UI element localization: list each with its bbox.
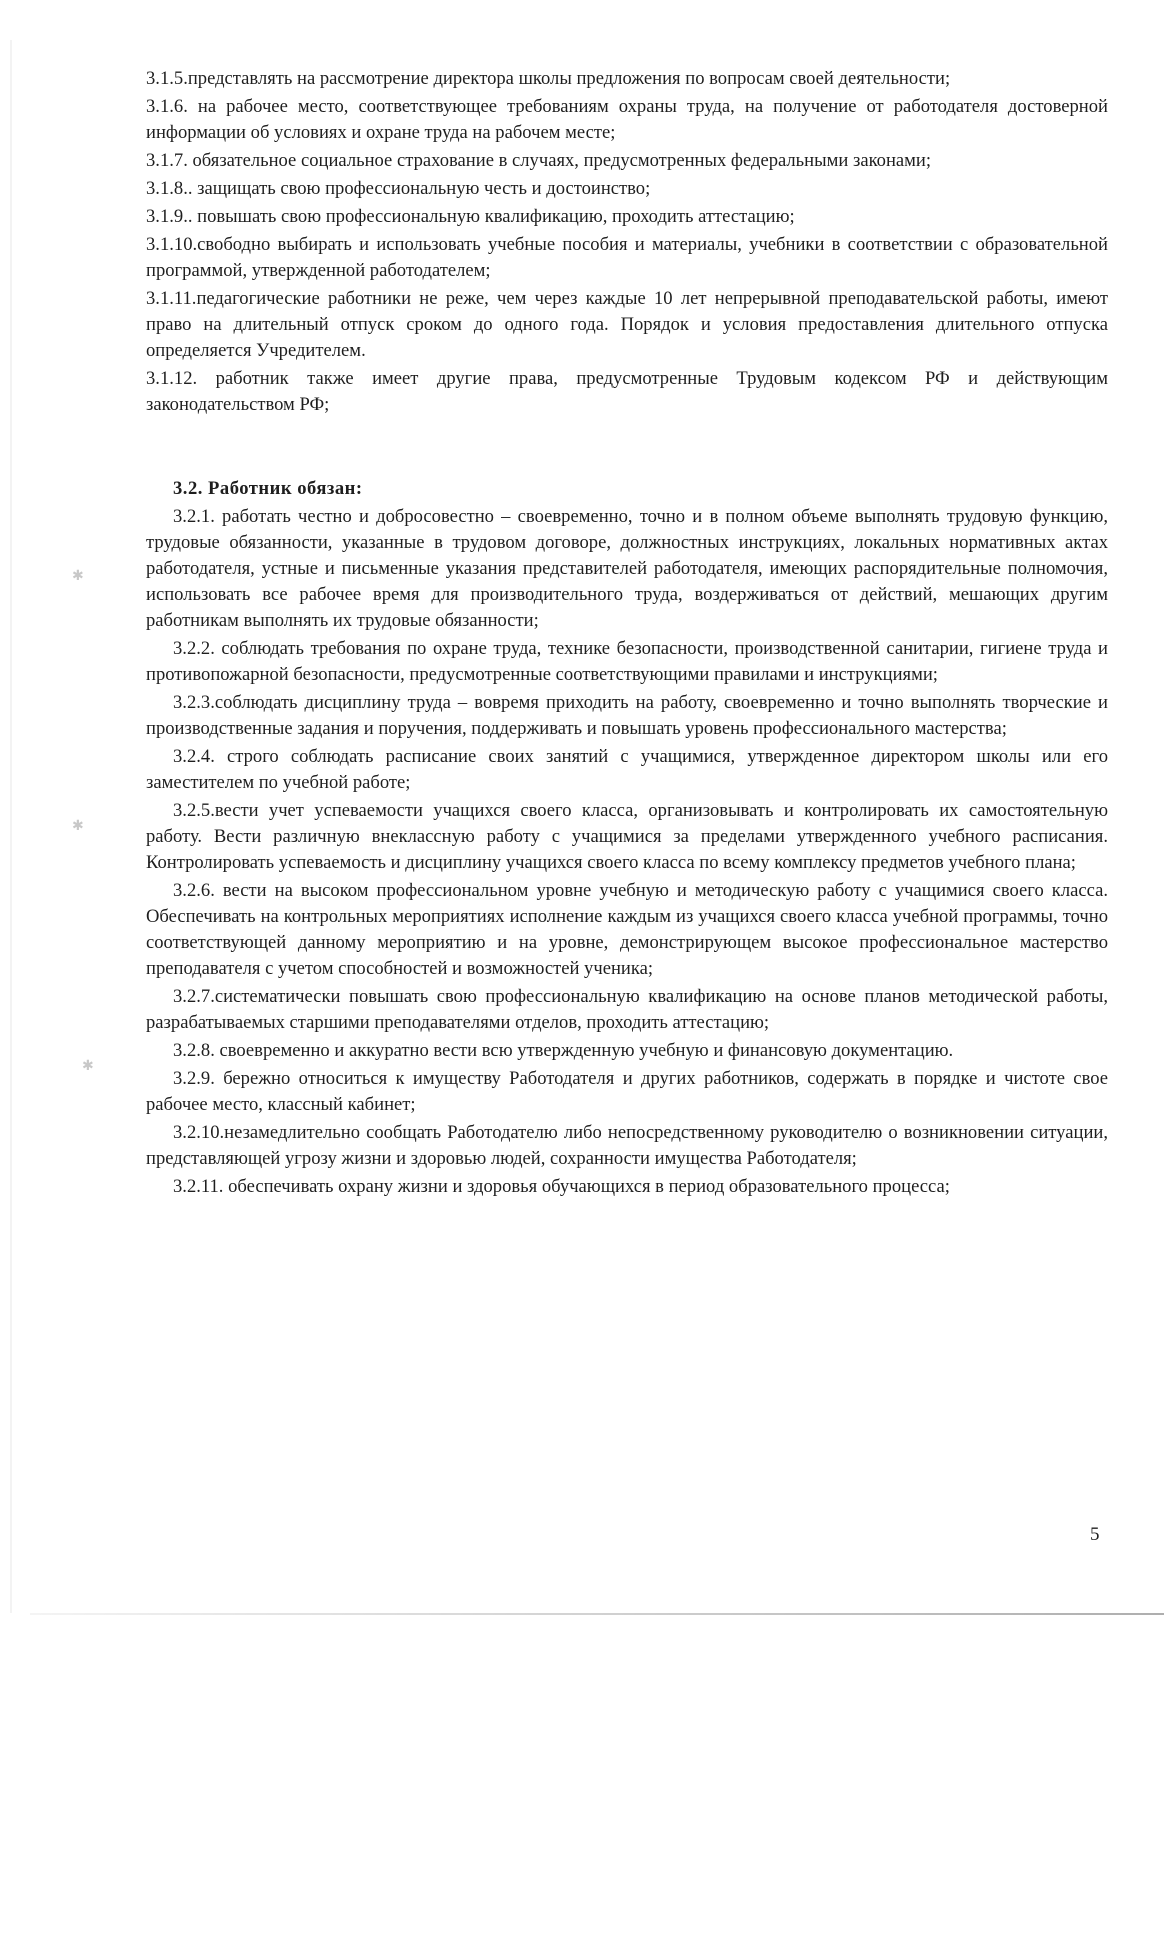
section-3-1-list [146, 66, 1108, 418]
list-item: 3.2.8. своевременно и аккуратно вести всю утвержденную учебную и финансовую документацию. [173, 1040, 954, 1061]
section-spacer [146, 420, 1108, 476]
list-item: 3.2.5.вести учет успеваемости учащихся своего класса, организовывать и контролировать их самостоятельную работу. Вести различную внеклассную работу с учащимися за пределами утвержденного учебного расписания. Контролировать успеваемость и дисциплину учащихся своего класса по всему комплексу предметов учебного плана; [146, 800, 1108, 873]
scan-edge-left [10, 40, 12, 1613]
scan-speck: ✱ [82, 1058, 94, 1074]
list-item: 3.2.1. работать честно и добросовестно – своевременно, точно и в полном объеме выполнять трудовую функцию, трудовые обязанности, указанные в трудовом договоре, должностных инструкциях, локальных нормативных актах работодателя, устные и письменные указания представителей работодателя, имеющих распорядительные полномочия, использовать все рабочее время для производительного труда, воздерживаться от действий, мешающих другим работникам выполнять их трудовые обязанности; [146, 506, 1108, 631]
scan-speck: ✱ [72, 568, 84, 584]
list-item: 3.2.4. строго соблюдать расписание своих занятий с учащимися, утвержденное директором школы или его заместителем по учебной работе; [146, 746, 1108, 793]
list-item: 3.2.2. соблюдать требования по охране труда, технике безопасности, производственной санитарии, гигиене труда и противопожарной безопасности, предусмотренные соответствующими правилами и инструкциями; [146, 638, 1108, 685]
section-3-2-list [146, 504, 1108, 1200]
list-item: 3.1.7. обязательное социальное страхование в случаях, предусмотренных федеральными законами; [146, 150, 932, 171]
list-item: 3.1.8.. защищать свою профессиональную честь и достоинство; [146, 178, 651, 199]
document-body [146, 66, 1108, 1202]
list-item: 3.1.6. на рабочее место, соответствующее требованиям охраны труда, на получение от работодателя достоверной информации об условиях и охране труда на рабочем месте; [146, 96, 1108, 143]
list-item: 3.1.12. работник также имеет другие права, предусмотренные Трудовым кодексом РФ и действующим законодательством РФ; [146, 368, 1108, 415]
page-number: 5 [1090, 1524, 1100, 1545]
list-item: 3.1.5.представлять на рассмотрение директора школы предложения по вопросам своей деятельности; [146, 68, 951, 89]
section-heading: 3.2. Работник обязан: [173, 478, 363, 499]
scan-speck: ✱ [72, 818, 84, 834]
scan-edge-bottom [30, 1613, 1164, 1615]
list-item: 3.2.9. бережно относиться к имуществу Работодателя и других работников, содержать в порядке и чистоте свое рабочее место, классный кабинет; [146, 1068, 1108, 1115]
list-item: 3.2.7.систематически повышать свою профессиональную квалификацию на основе планов методической работы, разрабатываемых старшими преподавателями отделов, проходить аттестацию; [146, 986, 1108, 1033]
list-item: 3.1.9.. повышать свою профессиональную квалификацию, проходить аттестацию; [146, 206, 795, 227]
list-item: 3.1.10.свободно выбирать и использовать учебные пособия и материалы, учебники в соответствии с образовательной программой, утвержденной работодателем; [146, 234, 1108, 281]
list-item: 3.1.11.педагогические работники не реже, чем через каждые 10 лет непрерывной преподавательской работы, имеют право на длительный отпуск сроком до одного года. Порядок и условия предоставления длительного отпуска определяется Учредителем. [146, 288, 1108, 361]
list-item: 3.2.6. вести на высоком профессиональном уровне учебную и методическую работу с учащимися своего класса. Обеспечивать на контрольных мероприятиях исполнение каждым из учащихся своего класса учебной программы, точно соответствующей данному мероприятию и на уровне, демонстрирующем высокое профессиональное мастерство преподавателя с учетом способностей и возможностей ученика; [146, 880, 1108, 979]
list-item: 3.2.10.незамедлительно сообщать Работодателю либо непосредственному руководителю о возникновении ситуации, представляющей угрозу жизни и здоровью людей, сохранности имущества Работодателя; [146, 1122, 1108, 1169]
list-item: 3.2.3.соблюдать дисциплину труда – вовремя приходить на работу, своевременно и точно выполнять творческие и производственные задания и поручения, поддерживать и повышать уровень профессионального мастерства; [146, 692, 1108, 739]
list-item: 3.2.11. обеспечивать охрану жизни и здоровья обучающихся в период образовательного процесса; [173, 1176, 950, 1197]
